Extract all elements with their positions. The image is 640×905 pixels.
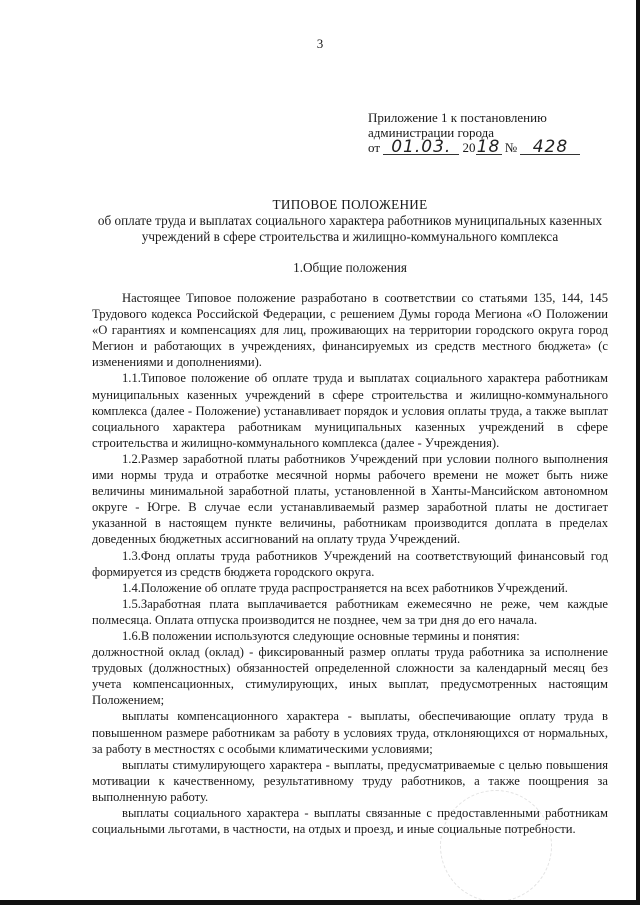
- page-number: 3: [316, 36, 324, 51]
- scan-border-right: [636, 0, 640, 905]
- document-subtitle: об оплате труда и выплатах социального характера работников муниципальных казенных учреждений в сфере строительства и жилищно-коммунального комплекса: [97, 213, 603, 244]
- section-title: 1.Общие положения: [293, 260, 407, 275]
- faint-stamp: [440, 790, 552, 902]
- scan-border-bottom: [0, 900, 640, 905]
- definition-compensation: выплаты компенсационного характера - выплаты, обеспечивающие оплату труда в повышенном размере работникам за работу в условиях труда, отклоняющихся от нормальных, за работу в местностях с особыми климатическими условиями;: [92, 709, 608, 756]
- document-title: ТИПОВОЕ ПОЛОЖЕНИЕ: [272, 197, 428, 212]
- definition-oklad: должностной оклад (оклад) - фиксированный размер оплаты труда работника за исполнение трудовых (должностных) обязанностей определенной сложности за календарный месяц без учета компенсационных, стимулирующих, иных выплат, предусмотренных настоящим Положением;: [92, 645, 608, 708]
- appendix-block: [368, 110, 618, 155]
- paragraph-1-6: 1.6.В положении используются следующие основные термины и понятия:: [122, 628, 520, 643]
- appendix-line-1: Приложение 1 к постановлению: [368, 110, 547, 125]
- appendix-line-2: администрации города: [368, 125, 495, 140]
- paragraph-intro: Настоящее Типовое положение разработано в соответствии со статьями 135, 144, 145 Трудового кодекса Российской Федерации, с решением Думы города Мегиона «О Положении «О гарантиях и компенсациях для лиц, проживающих на территории городского округа город Мегион и работающих в учреждениях, финансируемых из средств местного бюджета» (с изменениями и дополнениями).: [92, 291, 608, 370]
- year-prefix: 20: [462, 140, 476, 155]
- paragraph-1-2: 1.2.Размер заработной платы работников Учреждений при условии полного выполнения ими нормы труда и отработке месячной нормы рабочего времени не может быть ниже величины минимальной заработной платы, установленной в Ханты-Мансийском автономном округе - Югре. В случае если устанавливаемый размер заработной платы не достигает указанной в настоящем пункте величины, работникам производится доплата в пределах доведенных бюджетных ассигнований на оплату труда Учреждений.: [92, 451, 608, 547]
- handwritten-year: 18: [476, 137, 501, 157]
- paragraph-1-3: 1.3.Фонд оплаты труда работников Учреждений на соответствующий финансовый год формируется из средств бюджета городского округа.: [92, 548, 608, 579]
- definition-stimulating: выплаты стимулирующего характера - выплаты, предусматриваемые с целью повышения мотивации к качественному, результативному труду работников, а также поощрения за выполненную работу.: [92, 757, 608, 804]
- definition-social: выплаты социального характера - выплаты связанные с предоставленными работникам социальными льготами, в частности, на отдых и проезд, и иные социальные потребности.: [92, 806, 608, 837]
- appendix-date-line: [368, 137, 618, 157]
- paragraph-1-1: 1.1.Типовое положение об оплате труда и выплатах социального характера работникам муниципальных казенных учреждений в сфере строительства и жилищно-коммунального комплекса (далее - Положение) устанавливает порядок и условия оплаты труда, а также выплат социального характера работникам муниципальных казенных учреждений в сфере строительства и жилищно-коммунального комплекса (далее - Учреждения).: [92, 371, 608, 450]
- paragraph-1-4: 1.4.Положение об оплате труда распространяется на всех работников Учреждений.: [122, 580, 568, 595]
- date-prefix: от: [368, 140, 381, 155]
- body-text: [92, 290, 608, 837]
- paragraph-1-5: 1.5.Заработная плата выплачивается работникам ежемесячно не реже, чем каждые полмесяца. Оплата отпуска производится не позднее, чем за три дня до его начала.: [92, 596, 608, 627]
- handwritten-date: 01.03.: [383, 140, 459, 155]
- number-sign: №: [504, 140, 518, 155]
- handwritten-number: 428: [520, 140, 580, 155]
